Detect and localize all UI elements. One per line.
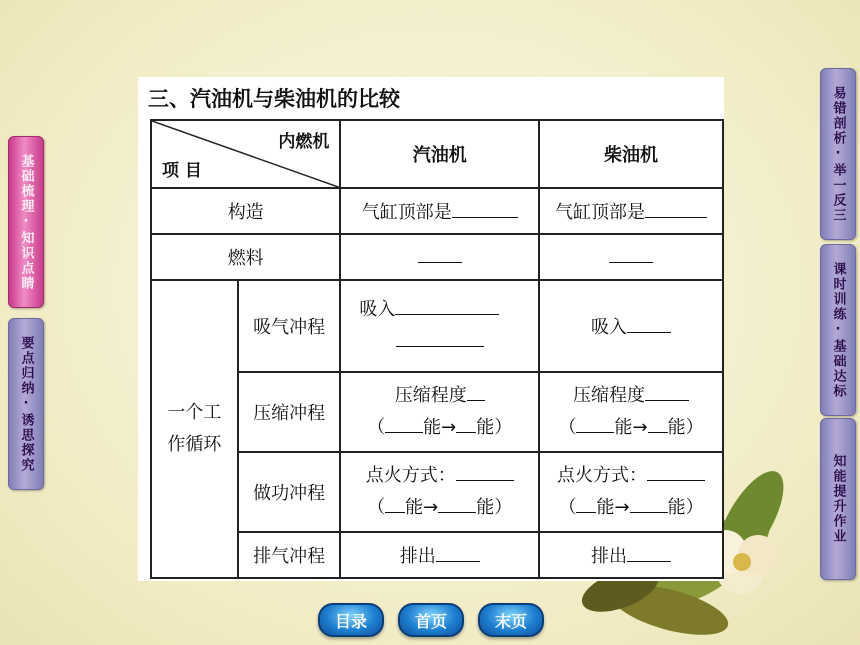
energy-text-close: 能） <box>667 417 704 438</box>
header-diesel: 柴油机 <box>539 120 723 188</box>
blank-line <box>630 511 668 513</box>
side-tab-basics-label: 基础梳理·知识点睛 <box>18 153 34 291</box>
work-cycle-label-2: 作循环 <box>167 434 222 455</box>
blank-line <box>456 479 514 481</box>
side-tab-training[interactable] <box>820 244 856 416</box>
exhaust-label: 排气冲程 <box>238 532 341 578</box>
power-label: 做功冲程 <box>238 452 341 532</box>
energy-text-close: 能） <box>476 417 513 438</box>
table-corner-header <box>151 120 340 188</box>
intake-gasoline-cell <box>340 280 539 372</box>
blank-line <box>385 431 423 433</box>
side-tab-mistakes-label: 易错剖析·举一反三 <box>830 85 846 223</box>
side-tab-basics[interactable] <box>8 136 44 308</box>
blank-line <box>645 399 689 401</box>
blank-line <box>438 511 476 513</box>
arrow-icon: → <box>441 417 457 438</box>
intake-diesel-text: 吸入 <box>591 317 628 338</box>
work-cycle-label-1: 一个工 <box>167 402 222 423</box>
power-diesel-cell <box>539 452 723 532</box>
side-tab-key-points-label: 要点归纳·诱思探究 <box>18 335 34 473</box>
side-tab-homework-label: 知能提升作业 <box>830 454 846 544</box>
structure-diesel-cell <box>539 188 723 234</box>
fuel-diesel-cell <box>539 234 723 280</box>
toc-button[interactable]: 目录 <box>318 603 384 637</box>
fuel-gasoline-cell <box>340 234 539 280</box>
blank-line <box>645 216 707 218</box>
blank-line <box>396 345 484 347</box>
paren-open: （ <box>367 417 386 438</box>
exhaust-diesel-text: 排出 <box>591 546 628 567</box>
exhaust-gasoline-text: 排出 <box>399 546 436 567</box>
paren-open: （ <box>558 497 577 518</box>
blank-line <box>576 511 596 513</box>
blank-line <box>418 261 462 263</box>
home-button[interactable]: 首页 <box>398 603 464 637</box>
content-panel <box>138 77 724 581</box>
intake-gasoline-text: 吸入 <box>359 299 396 320</box>
compress-label: 压缩冲程 <box>238 372 341 452</box>
exhaust-diesel-cell <box>539 532 723 578</box>
work-cycle-label-cell <box>151 280 238 578</box>
structure-gasoline-cell <box>340 188 539 234</box>
arrow-icon: → <box>614 497 630 518</box>
power-gasoline-cell <box>340 452 539 532</box>
blank-line <box>385 511 405 513</box>
energy-text-close: 能） <box>476 497 513 518</box>
blank-line <box>627 331 671 333</box>
intake-diesel-cell <box>539 280 723 372</box>
energy-text: 能 <box>423 417 442 438</box>
compress-diesel-text: 压缩程度 <box>573 385 646 406</box>
exhaust-gasoline-cell <box>340 532 539 578</box>
blank-line <box>395 313 499 315</box>
section-heading: 三、汽油机与柴油机的比较 <box>148 87 400 111</box>
blank-line <box>452 216 518 218</box>
energy-text: 能 <box>596 497 615 518</box>
structure-diesel-text: 气缸顶部是 <box>555 202 646 223</box>
corner-label-engine: 内燃机 <box>278 132 330 152</box>
comparison-table <box>150 119 724 579</box>
side-tab-training-label: 课时训练·基础达标 <box>830 261 846 399</box>
blank-line <box>456 431 476 433</box>
compress-diesel-cell <box>539 372 723 452</box>
arrow-icon: → <box>632 417 648 438</box>
blank-line <box>647 479 705 481</box>
power-gasoline-text: 点火方式： <box>365 465 456 486</box>
blank-line <box>648 431 668 433</box>
header-gasoline: 汽油机 <box>340 120 539 188</box>
side-tab-key-points[interactable] <box>8 318 44 490</box>
blank-line <box>627 560 671 562</box>
side-tab-mistakes[interactable] <box>820 68 856 240</box>
blank-line <box>609 261 653 263</box>
compress-gasoline-cell <box>340 372 539 452</box>
compress-gasoline-text: 压缩程度 <box>394 385 467 406</box>
energy-text: 能 <box>614 417 633 438</box>
paren-open: （ <box>558 417 577 438</box>
corner-label-item: 项 目 <box>162 161 202 181</box>
arrow-icon: → <box>423 497 439 518</box>
row-fuel-label: 燃料 <box>151 234 340 280</box>
blank-line <box>467 399 485 401</box>
power-diesel-text: 点火方式： <box>557 465 648 486</box>
intake-label: 吸气冲程 <box>238 280 341 372</box>
paren-open: （ <box>367 497 386 518</box>
row-structure-label: 构造 <box>151 188 340 234</box>
blank-line <box>576 431 614 433</box>
energy-text: 能 <box>405 497 424 518</box>
side-tab-homework[interactable] <box>820 418 856 580</box>
structure-gasoline-text: 气缸顶部是 <box>361 202 452 223</box>
energy-text-close: 能） <box>667 497 704 518</box>
blank-line <box>436 560 480 562</box>
end-button[interactable]: 末页 <box>478 603 544 637</box>
